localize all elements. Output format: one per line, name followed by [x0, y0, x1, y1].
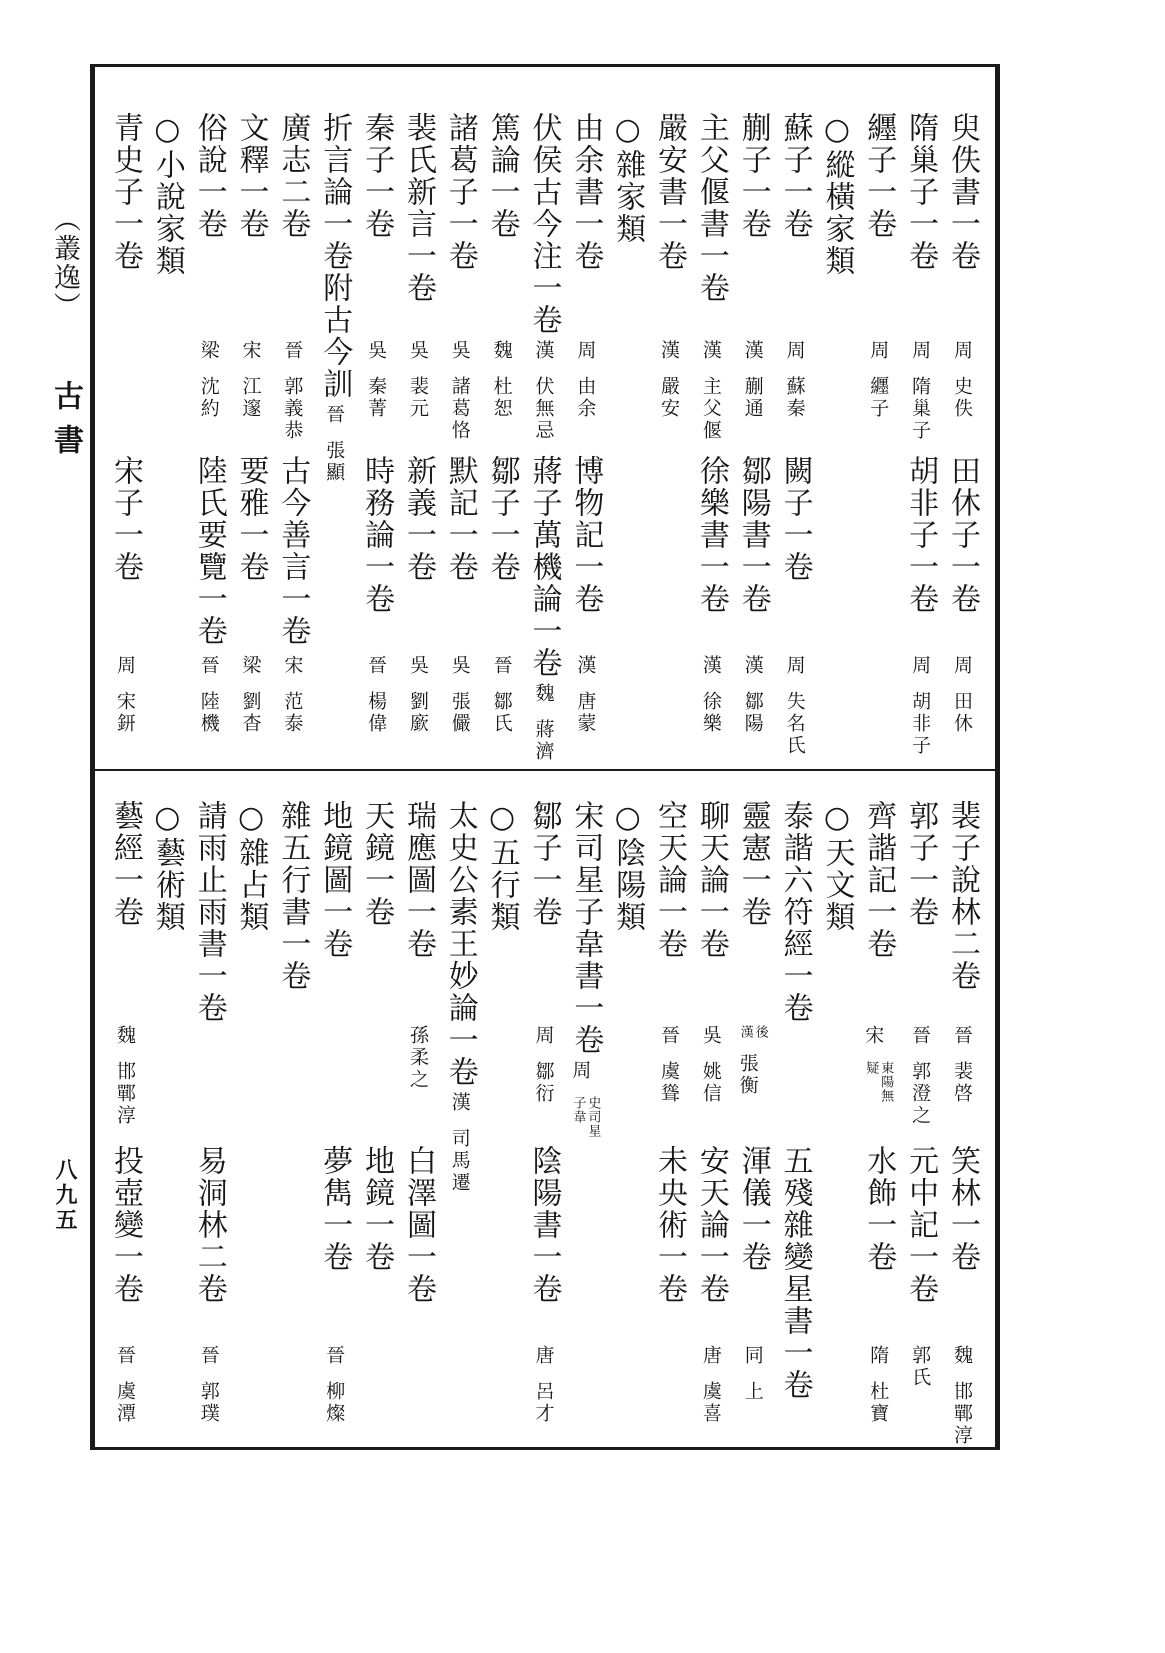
book-title: 臾佚書一卷	[945, 112, 980, 272]
book-title: 青史子一卷	[108, 112, 143, 272]
book-title: 天鏡一卷	[359, 800, 395, 928]
author-dynasty: 晉	[323, 404, 346, 426]
author-note	[867, 340, 890, 420]
book-title: 地鏡圖一卷	[317, 800, 353, 960]
book-title: 文釋一卷	[233, 112, 269, 240]
book-title: 地鏡一卷	[359, 1145, 395, 1273]
author-note	[701, 1025, 720, 1105]
author-note	[574, 655, 597, 735]
author-dynasty: 漢	[741, 655, 764, 677]
author-name: 孫柔之	[406, 1025, 429, 1091]
author-dynasty: 周	[909, 340, 932, 362]
author-name: 邯鄲淳	[951, 1381, 973, 1447]
author-dynasty: 漢	[532, 340, 555, 362]
author-note	[952, 340, 971, 420]
author-note	[365, 655, 388, 735]
book-title: 纒子一卷	[861, 112, 897, 240]
author-dynasty: 漢	[699, 340, 722, 362]
author-name: 鄒陽	[741, 691, 764, 735]
author-note	[909, 655, 932, 757]
book-title: 裴子說林二卷	[945, 800, 980, 992]
author-note	[241, 340, 260, 420]
author-name-line: 子韋	[570, 1096, 586, 1124]
category-heading: ○陰陽類	[610, 800, 646, 933]
category-heading: ○藝術類	[149, 800, 185, 933]
author-dynasty: 魏	[532, 683, 555, 705]
book-title: 齊諧記一卷	[861, 800, 897, 960]
book-title: 五殘雜變星書一卷	[777, 1145, 813, 1401]
author-name: 鄒氏	[490, 691, 513, 735]
book-title: 時務論一卷	[359, 455, 395, 615]
book-title: 博物記一卷	[568, 455, 604, 615]
author-note	[115, 655, 134, 735]
author-name: 江邃	[239, 376, 262, 420]
author-name: 蔣濟	[532, 719, 555, 763]
author-note	[534, 1025, 553, 1105]
book-title: 陰陽書一卷	[526, 1145, 562, 1305]
author-note	[743, 340, 762, 420]
book-title: 蘇子一卷	[777, 112, 813, 240]
author-note	[534, 683, 553, 763]
book-title: 闕子一卷	[777, 455, 813, 583]
author-dynasty: 晉	[281, 340, 304, 362]
author-note	[534, 340, 553, 442]
author-dynasty: 晉	[197, 1345, 220, 1367]
author-dynasty: 晉	[658, 1025, 681, 1047]
author-name: 郭義恭	[281, 376, 304, 442]
page-number: 八九五	[52, 1158, 78, 1233]
author-note	[408, 1025, 427, 1091]
author-dynasty: 漢	[448, 1092, 471, 1114]
author-dynasty	[738, 1025, 768, 1039]
book-title: 蔣子萬機論一卷	[526, 455, 562, 679]
author-dynasty-line: 漢	[737, 1025, 753, 1039]
author-dynasty: 吳	[448, 340, 471, 362]
author-name: 蘇秦	[783, 376, 806, 420]
book-title: 鄒子一卷	[526, 800, 562, 928]
author-name: 徐樂	[699, 691, 722, 735]
book-title: 主父偃書一卷	[693, 112, 729, 304]
author-name: 呂才	[532, 1381, 555, 1425]
author-name: 劉廞	[406, 691, 429, 735]
author-name: 裴元	[406, 376, 429, 420]
author-note	[701, 655, 720, 735]
book-title: 俗說一卷	[191, 112, 227, 240]
author-name: 郭澄之	[909, 1061, 932, 1127]
author-name: 宋鈃	[114, 691, 136, 735]
author-dynasty: 吳	[365, 340, 388, 362]
author-dynasty: 晉	[197, 655, 220, 677]
book-title: 折言論一卷附古今訓	[317, 112, 353, 400]
book-title: 裴氏新言一卷	[400, 112, 436, 304]
book-title: 鄒子一卷	[484, 455, 520, 583]
book-title: 雜五行書一卷	[275, 800, 311, 992]
author-note	[570, 1060, 600, 1138]
author-dynasty: 漢	[574, 655, 597, 677]
author-dynasty: 宋	[862, 1025, 885, 1047]
author-dynasty: 晉	[909, 1025, 932, 1047]
author-note	[281, 340, 304, 442]
book-title: 笑林一卷	[945, 1145, 980, 1273]
author-note	[323, 1345, 346, 1425]
author-name: 姚信	[699, 1061, 722, 1105]
author-note	[241, 655, 260, 735]
book-title: 隋巢子一卷	[903, 112, 939, 272]
category-heading: ○雜占類	[233, 800, 269, 933]
category-heading: ○五行類	[484, 800, 520, 933]
author-name: 虞聳	[658, 1061, 681, 1105]
book-title: 陸氏要覽一卷	[191, 455, 227, 647]
author-note	[534, 1345, 553, 1425]
author-name: 史佚	[951, 376, 973, 420]
author-dynasty: 吳	[406, 655, 429, 677]
author-note	[863, 1025, 893, 1103]
author-dynasty: 隋	[867, 1345, 890, 1367]
author-name: 陸機	[197, 691, 220, 735]
author-note	[574, 340, 597, 420]
author-dynasty: 唐	[532, 1345, 555, 1367]
author-dynasty: 吳	[448, 655, 471, 677]
author-note	[115, 1345, 134, 1425]
author-dynasty: 漢	[699, 655, 722, 677]
author-name: 嚴安	[658, 376, 681, 420]
author-name: 諸葛恪	[448, 376, 471, 442]
author-note	[867, 1345, 890, 1425]
author-note	[408, 655, 427, 735]
author-name: 胡非子	[909, 691, 932, 757]
author-note	[952, 1025, 971, 1105]
book-title: 諸葛子一卷	[442, 112, 478, 272]
author-name: 主父偃	[699, 376, 722, 442]
author-note	[365, 340, 388, 420]
author-dynasty: 周	[867, 340, 890, 362]
author-note	[658, 340, 681, 420]
book-title: 易洞林二卷	[191, 1145, 227, 1305]
book-title: 泰諧六符經一卷	[777, 800, 813, 1024]
author-name-line: 史司星	[585, 1096, 601, 1138]
author-name: 司馬遷	[448, 1128, 471, 1194]
author-note	[738, 1025, 768, 1097]
book-title: 聊天論一卷	[693, 800, 729, 960]
book-title: 靈憲一卷	[735, 800, 771, 928]
author-name: 隋巢子	[909, 376, 932, 442]
book-title: 嚴安書一卷	[652, 112, 688, 272]
author-dynasty: 晉	[114, 1345, 136, 1367]
book-title: 未央術一卷	[652, 1145, 688, 1305]
book-title: 宋司星子韋書一卷	[568, 800, 604, 1056]
author-note	[450, 1092, 469, 1194]
author-note	[199, 1345, 218, 1425]
author-dynasty: 周	[532, 1025, 555, 1047]
book-title: 安天論一卷	[693, 1145, 729, 1305]
author-dynasty: 周	[783, 340, 806, 362]
author-name-line: 東陽無	[878, 1061, 894, 1103]
author-dynasty: 漢	[741, 340, 764, 362]
author-name: 鄒衍	[532, 1061, 555, 1105]
book-title: 渾儀一卷	[735, 1145, 771, 1273]
author-dynasty: 周	[783, 655, 806, 677]
author-dynasty: 魏	[490, 340, 513, 362]
book-title: 蒯子一卷	[735, 112, 771, 240]
author-note	[785, 340, 804, 420]
book-title: 請雨止雨書一卷	[191, 800, 227, 1024]
author-name: 張衡	[736, 1053, 759, 1097]
running-head-section: （叢逸）	[49, 205, 80, 321]
author-dynasty: 晉	[365, 655, 388, 677]
author-dynasty: 周	[114, 655, 136, 677]
author-name: 范泰	[281, 691, 304, 735]
author-name-line: 疑	[863, 1061, 879, 1075]
author-note	[115, 1025, 134, 1127]
book-title: 默記一卷	[442, 455, 478, 583]
author-dynasty: 晉	[490, 655, 513, 677]
author-note	[909, 1345, 932, 1389]
author-dynasty: 宋	[281, 655, 304, 677]
author-name: 郭氏	[909, 1345, 932, 1389]
author-dynasty: 魏	[114, 1025, 136, 1047]
category-heading: ○天文類	[819, 800, 855, 933]
author-dynasty: 晉	[951, 1025, 973, 1047]
author-name: 蒯通	[741, 376, 764, 420]
author-dynasty: 周	[569, 1060, 592, 1082]
book-title: 水飾一卷	[861, 1145, 897, 1273]
author-note	[450, 340, 469, 442]
book-title: 田休子一卷	[945, 455, 980, 615]
book-title: 由余書一卷	[568, 112, 604, 272]
author-name: 楊偉	[365, 691, 388, 735]
book-title: 秦子一卷	[359, 112, 395, 240]
book-title: 胡非子一卷	[903, 455, 939, 615]
author-note	[281, 655, 304, 735]
book-title: 白澤圖一卷	[400, 1145, 436, 1305]
category-heading: ○雜家類	[610, 112, 646, 245]
author-note	[743, 655, 762, 735]
author-note	[701, 340, 720, 442]
author-name: 秦菁	[365, 376, 388, 420]
author-note	[909, 1025, 932, 1127]
author-note	[952, 1345, 971, 1447]
author-note	[408, 340, 427, 420]
author-note	[492, 340, 511, 420]
author-name: 纒子	[867, 376, 890, 420]
author-name: 杜寶	[867, 1381, 890, 1425]
author-name: 邯鄲淳	[114, 1061, 136, 1127]
book-title: 藝經一卷	[108, 800, 143, 928]
author-name: 田休	[951, 691, 973, 735]
book-title: 徐樂書一卷	[693, 455, 729, 615]
author-name: 虞潭	[114, 1381, 136, 1425]
author-name: 柳燦	[323, 1381, 346, 1425]
author-note	[199, 340, 218, 420]
author-name	[570, 1096, 600, 1138]
author-name: 郭璞	[197, 1381, 220, 1425]
author-dynasty: 晉	[323, 1345, 346, 1367]
book-title: 古今善言一卷	[275, 455, 311, 647]
author-name: 張顯	[323, 440, 346, 484]
author-name: 上	[741, 1381, 764, 1403]
book-title: 元中記一卷	[903, 1145, 939, 1305]
book-title: 新義一卷	[400, 455, 436, 583]
book-title: 廣志二卷	[275, 112, 311, 240]
author-note	[450, 655, 469, 735]
author-name: 裴啓	[951, 1061, 973, 1105]
book-title: 夢雋一卷	[317, 1145, 353, 1273]
book-title: 太史公素王妙論一卷	[442, 800, 478, 1088]
author-note	[785, 655, 804, 757]
author-dynasty: 宋	[239, 340, 262, 362]
author-name: 唐蒙	[574, 691, 597, 735]
author-dynasty: 周	[951, 655, 973, 677]
book-title: 瑞應圖一卷	[400, 800, 436, 960]
author-note	[492, 655, 511, 735]
author-dynasty: 吳	[406, 340, 429, 362]
book-title: 宋子一卷	[108, 455, 143, 583]
book-title: 空天論一卷	[652, 800, 688, 960]
book-title: 篤論一卷	[484, 112, 520, 240]
author-name: 張儼	[448, 691, 471, 735]
book-title: 伏侯古今注一卷	[526, 112, 562, 336]
author-dynasty: 漢	[658, 340, 681, 362]
category-heading: ○小說家類	[149, 112, 185, 277]
author-name: 伏無忌	[532, 376, 555, 442]
author-dynasty-line: 後	[752, 1025, 768, 1039]
author-name: 沈約	[197, 376, 220, 420]
running-head-title: 古書	[48, 380, 83, 468]
author-name: 劉杳	[239, 691, 262, 735]
category-heading: ○縱橫家類	[819, 112, 855, 277]
author-name: 失名氏	[783, 691, 806, 757]
book-title: 郭子一卷	[903, 800, 939, 928]
author-dynasty: 魏	[951, 1345, 973, 1367]
author-dynasty: 同	[741, 1345, 764, 1367]
author-note	[952, 655, 971, 735]
author-dynasty: 周	[574, 340, 597, 362]
author-name	[863, 1061, 893, 1103]
author-note	[658, 1025, 681, 1105]
author-note	[323, 404, 346, 484]
book-title: 鄒陽書一卷	[735, 455, 771, 615]
author-note	[199, 655, 218, 735]
author-name: 杜恕	[490, 376, 513, 420]
author-note	[743, 1345, 762, 1403]
author-name: 虞喜	[699, 1381, 722, 1425]
author-dynasty: 梁	[239, 655, 262, 677]
section-divider	[95, 769, 995, 771]
author-name: 由余	[574, 376, 597, 420]
book-title: 要雅一卷	[233, 455, 269, 583]
author-dynasty: 梁	[197, 340, 220, 362]
author-dynasty: 吳	[699, 1025, 722, 1047]
book-title: 投壺變一卷	[108, 1145, 143, 1305]
author-note	[909, 340, 932, 442]
author-dynasty: 周	[951, 340, 973, 362]
author-dynasty: 周	[909, 655, 932, 677]
author-note	[701, 1345, 720, 1425]
author-dynasty: 唐	[699, 1345, 722, 1367]
